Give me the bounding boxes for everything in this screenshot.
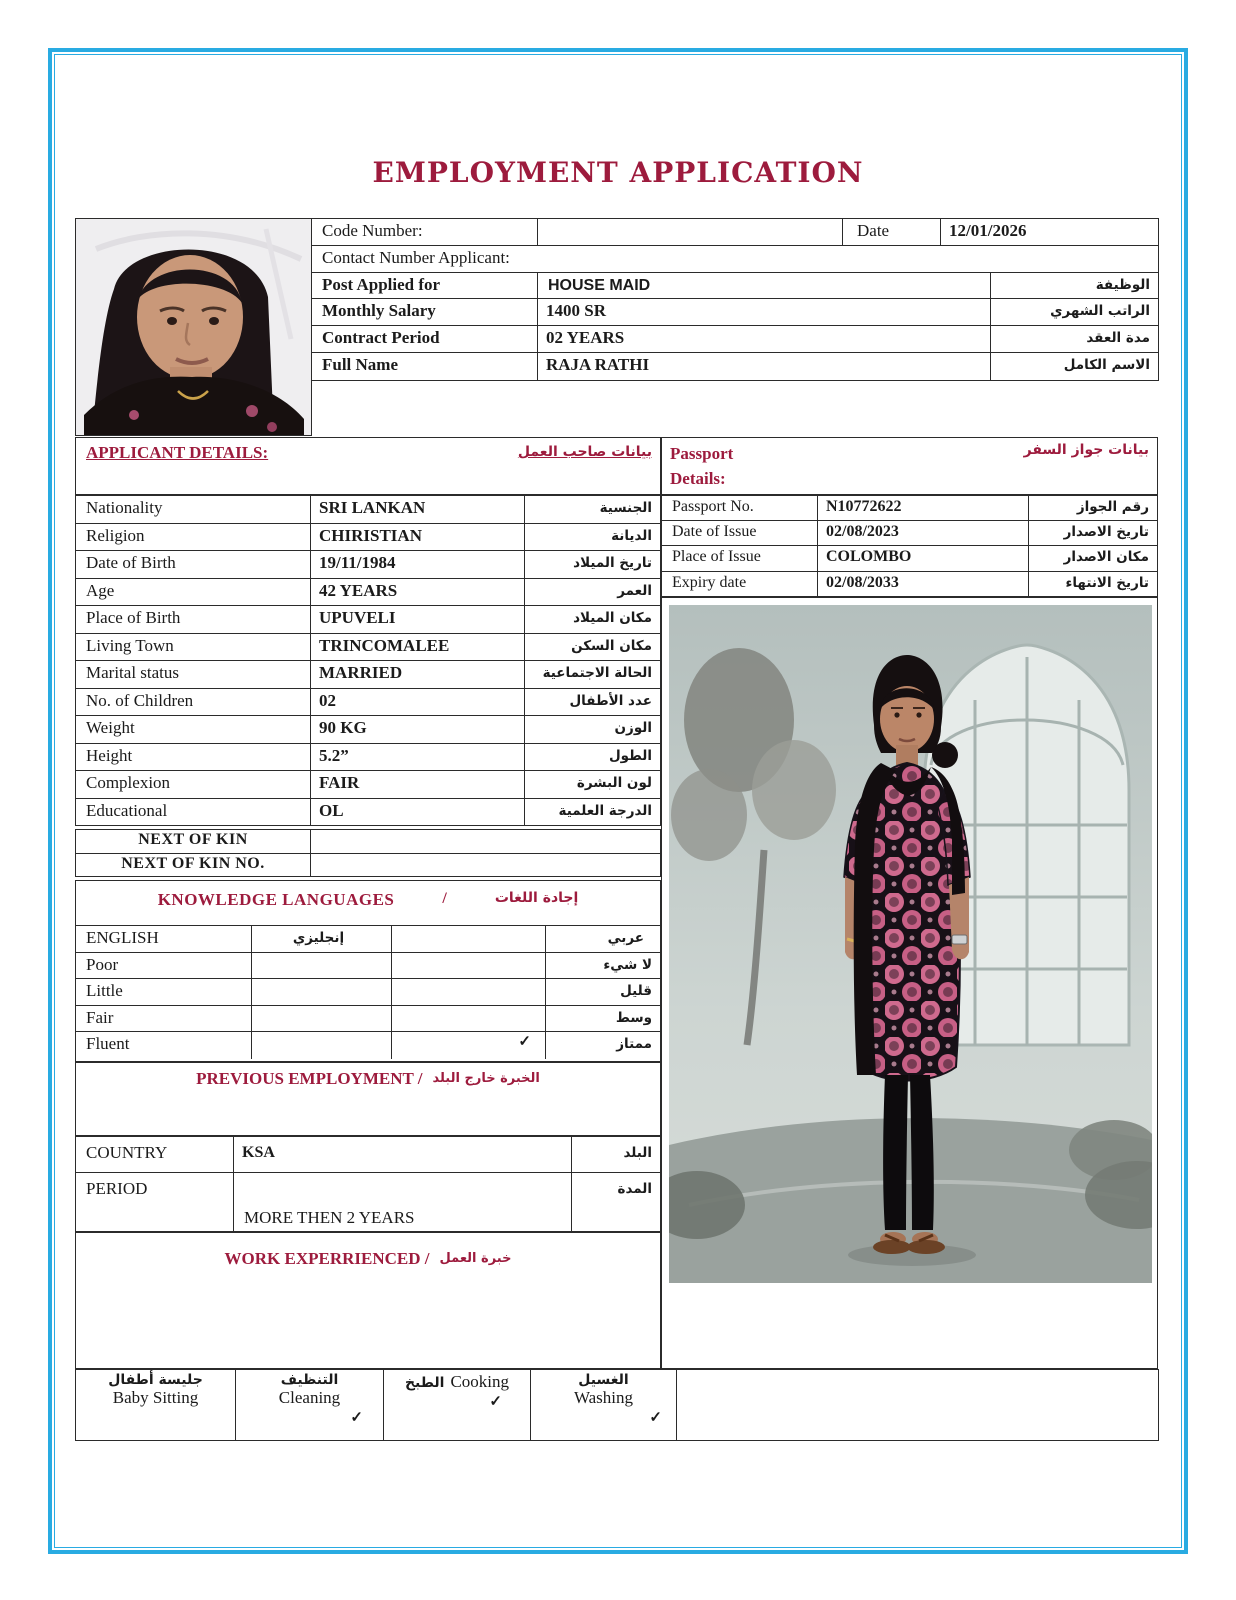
place-of-issue-arabic: مكان الاصدار: [1029, 546, 1157, 570]
expiry-date-label: Expiry date: [662, 572, 817, 596]
place-of-birth-arabic: مكان الميلاد: [525, 606, 660, 633]
skill-cleaning: [236, 1370, 384, 1440]
passport-no-label: Passport No.: [662, 496, 817, 520]
cooking-arabic: الطبخ: [404, 1375, 445, 1391]
previous-employment-section: [75, 1062, 661, 1136]
cleaning-label: Cleaning: [278, 1388, 341, 1407]
complexion-arabic: لون البشرة: [525, 771, 660, 798]
little-arabic: قليل: [620, 983, 652, 999]
children-arabic: عدد الأطفال: [525, 689, 660, 716]
living-town-value: TRINCOMALEE: [311, 634, 524, 661]
next-of-kin-no-label: NEXT OF KIN NO.: [76, 854, 310, 877]
applicant-details-title: APPLICANT DETAILS:: [86, 443, 269, 462]
poor-label: Poor: [76, 953, 252, 979]
poor-arabic: لا شيء: [603, 956, 652, 973]
skills-empty-cell: [677, 1370, 1158, 1440]
date-of-birth-value: 19/11/1984: [311, 551, 524, 578]
little-check: [392, 979, 546, 1005]
next-of-kin-table: [75, 829, 661, 877]
date-of-birth-arabic: تاريخ الميلاد: [525, 551, 660, 578]
place-of-issue-label: Place of Issue: [662, 546, 817, 570]
height-arabic: الطول: [525, 744, 660, 771]
form-title: EMPLOYMENT APPLICATION: [372, 156, 864, 189]
next-of-kin-label: NEXT OF KIN: [76, 830, 310, 853]
fluent-label: Fluent: [76, 1032, 252, 1059]
baby-sitting-arabic: جليسة أطفال: [108, 1372, 203, 1388]
code-number-value: [538, 219, 843, 245]
weight-arabic: الوزن: [525, 716, 660, 743]
level-row-fluent: [76, 1032, 660, 1059]
languages-title: KNOWLEDGE LANGUAGES: [157, 890, 395, 909]
fair-arabic: وسط: [615, 1009, 652, 1026]
languages-section: [75, 880, 661, 1062]
religion-value: CHIRISTIAN: [311, 524, 524, 551]
work-experience-title-arabic: خبرة العمل: [439, 1251, 512, 1266]
nationality-value: SRI LANKAN: [311, 496, 524, 523]
fair-check: [392, 1006, 546, 1032]
post-applied-label: Post Applied for: [312, 273, 538, 299]
place-of-birth-label: Place of Birth: [76, 606, 310, 633]
expiry-date-arabic: تاريخ الانتهاء: [1029, 572, 1157, 596]
age-label: Age: [76, 579, 310, 606]
period-label: PERIOD: [76, 1173, 233, 1231]
code-number-row: [312, 219, 1158, 246]
passport-table: [661, 495, 1158, 597]
post-applied-row: [312, 273, 1158, 300]
marital-status-value: MARRIED: [311, 661, 524, 688]
previous-employment-title-arabic: الخبرة خارج البلد: [432, 1071, 540, 1086]
monthly-salary-label: Monthly Salary: [312, 299, 538, 325]
educational-arabic: الدرجة العلمية: [525, 799, 660, 826]
next-of-kin-value: [311, 830, 660, 853]
contract-period-value: 02 YEARS: [538, 326, 991, 352]
work-experience-header: [76, 1233, 660, 1269]
religion-label: Religion: [76, 524, 310, 551]
skills-row: [75, 1369, 1159, 1441]
date-of-issue-value: 02/08/2023: [818, 521, 1028, 545]
height-label: Height: [76, 744, 310, 771]
monthly-salary-row: [312, 299, 1158, 326]
nationality-label: Nationality: [76, 496, 310, 523]
date-of-issue-arabic: تاريخ الاصدار: [1029, 521, 1157, 545]
language-check-header-cell: [392, 926, 546, 952]
english-label: ENGLISH: [76, 926, 252, 952]
header-table: [311, 218, 1159, 381]
washing-label: Washing: [573, 1388, 634, 1407]
skill-washing: [531, 1370, 677, 1440]
living-town-label: Living Town: [76, 634, 310, 661]
fluent-arabic: ممتاز: [616, 1036, 652, 1052]
expiry-date-value: 02/08/2033: [818, 572, 1028, 596]
weight-label: Weight: [76, 716, 310, 743]
level-row-fair: [76, 1006, 660, 1033]
contract-period-row: [312, 326, 1158, 353]
previous-employment-header: [76, 1063, 660, 1089]
full-name-value: RAJA RATHI: [538, 353, 991, 380]
fluent-check: ✓: [392, 1032, 546, 1059]
code-number-label: Code Number:: [312, 219, 538, 245]
height-value: 5.2”: [311, 744, 524, 771]
passport-details-header: [661, 437, 1158, 495]
country-row: [75, 1136, 661, 1173]
date-label: Date: [843, 219, 941, 245]
applicant-details-table: [75, 495, 661, 826]
baby-sitting-label: Baby Sitting: [112, 1388, 199, 1407]
next-of-kin-no-value: [311, 854, 660, 877]
cleaning-arabic: التنظيف: [280, 1372, 339, 1388]
full-name-row: [312, 353, 1158, 380]
date-value: 12/01/2026: [949, 221, 1027, 240]
passport-no-arabic: رقم الجواز: [1029, 496, 1157, 520]
date-of-birth-label: Date of Birth: [76, 551, 310, 578]
religion-arabic: الديانة: [525, 524, 660, 551]
work-experience-title: WORK EXPERRIENCED /: [224, 1249, 430, 1268]
applicant-details-header: [75, 437, 661, 495]
passport-details-title-arabic: بيانات جواز السفر: [1023, 442, 1149, 458]
washing-arabic: الغسيل: [578, 1372, 629, 1388]
language-name-row: [76, 926, 660, 953]
skill-cooking: [384, 1370, 531, 1440]
cooking-check: ✓: [489, 1394, 502, 1410]
cooking-line: [405, 1372, 509, 1392]
post-applied-arabic: الوظيفة: [1095, 276, 1150, 293]
cooking-label: Cooking: [450, 1372, 510, 1391]
date-of-issue-label: Date of Issue: [662, 521, 817, 545]
washing-check: ✓: [649, 1410, 662, 1426]
languages-slash: /: [442, 890, 447, 907]
english-arabic: إنجليزي: [252, 926, 392, 952]
passport-no-value: N10772622: [818, 496, 1028, 520]
portrait-photo: [75, 218, 312, 436]
period-value: MORE THEN 2 YEARS: [244, 1208, 415, 1227]
skill-baby-sitting: [76, 1370, 236, 1440]
children-label: No. of Children: [76, 689, 310, 716]
full-body-photo-cell: [661, 597, 1158, 1369]
passport-details-title: Passport Details:: [670, 444, 734, 488]
full-name-arabic: الاسم الكامل: [1063, 356, 1150, 373]
arabic-language-label: عربي: [607, 930, 644, 946]
marital-status-label: Marital status: [76, 661, 310, 688]
living-town-arabic: مكان السكن: [525, 634, 660, 661]
weight-value: 90 KG: [311, 716, 524, 743]
marital-status-arabic: الحالة الاجتماعية: [525, 661, 660, 688]
period-row: [75, 1172, 661, 1232]
level-row-poor: [76, 953, 660, 980]
portrait-photo-image: [76, 219, 311, 435]
level-row-little: [76, 979, 660, 1006]
work-experience-section: [75, 1232, 661, 1369]
country-arabic: البلد: [572, 1137, 660, 1172]
age-arabic: العمر: [525, 579, 660, 606]
place-of-issue-value: COLOMBO: [818, 546, 1028, 570]
complexion-label: Complexion: [76, 771, 310, 798]
nationality-arabic: الجنسية: [525, 496, 660, 523]
previous-employment-title: PREVIOUS EMPLOYMENT /: [196, 1069, 423, 1088]
place-of-birth-value: UPUVELI: [311, 606, 524, 633]
monthly-salary-value: 1400 SR: [538, 299, 991, 325]
children-value: 02: [311, 689, 524, 716]
country-label: COUNTRY: [76, 1137, 233, 1172]
post-applied-value: HOUSE MAID: [538, 273, 991, 299]
monthly-salary-arabic: الراتب الشهري: [1050, 303, 1150, 320]
poor-check: [392, 953, 546, 979]
period-value-cell: [234, 1173, 571, 1231]
contract-period-label: Contract Period: [312, 326, 538, 352]
country-value: KSA: [234, 1137, 571, 1172]
applicant-details-title-arabic: بيانات صاحب العمل: [517, 444, 652, 460]
languages-title-arabic: إجادة اللغات: [494, 890, 579, 906]
cleaning-check: ✓: [350, 1410, 363, 1426]
contact-number-label: Contact Number Applicant:: [322, 247, 510, 267]
age-value: 42 YEARS: [311, 579, 524, 606]
languages-header: [76, 881, 660, 926]
period-arabic: المدة: [572, 1173, 660, 1231]
full-body-photo-image: [669, 605, 1152, 1283]
complexion-value: FAIR: [311, 771, 524, 798]
contract-period-arabic: مدة العقد: [1086, 330, 1150, 347]
little-label: Little: [76, 979, 252, 1005]
educational-value: OL: [311, 799, 524, 826]
full-name-label: Full Name: [312, 353, 538, 380]
fair-label: Fair: [76, 1006, 252, 1032]
educational-label: Educational: [76, 799, 310, 826]
contact-number-row: [312, 246, 1158, 273]
